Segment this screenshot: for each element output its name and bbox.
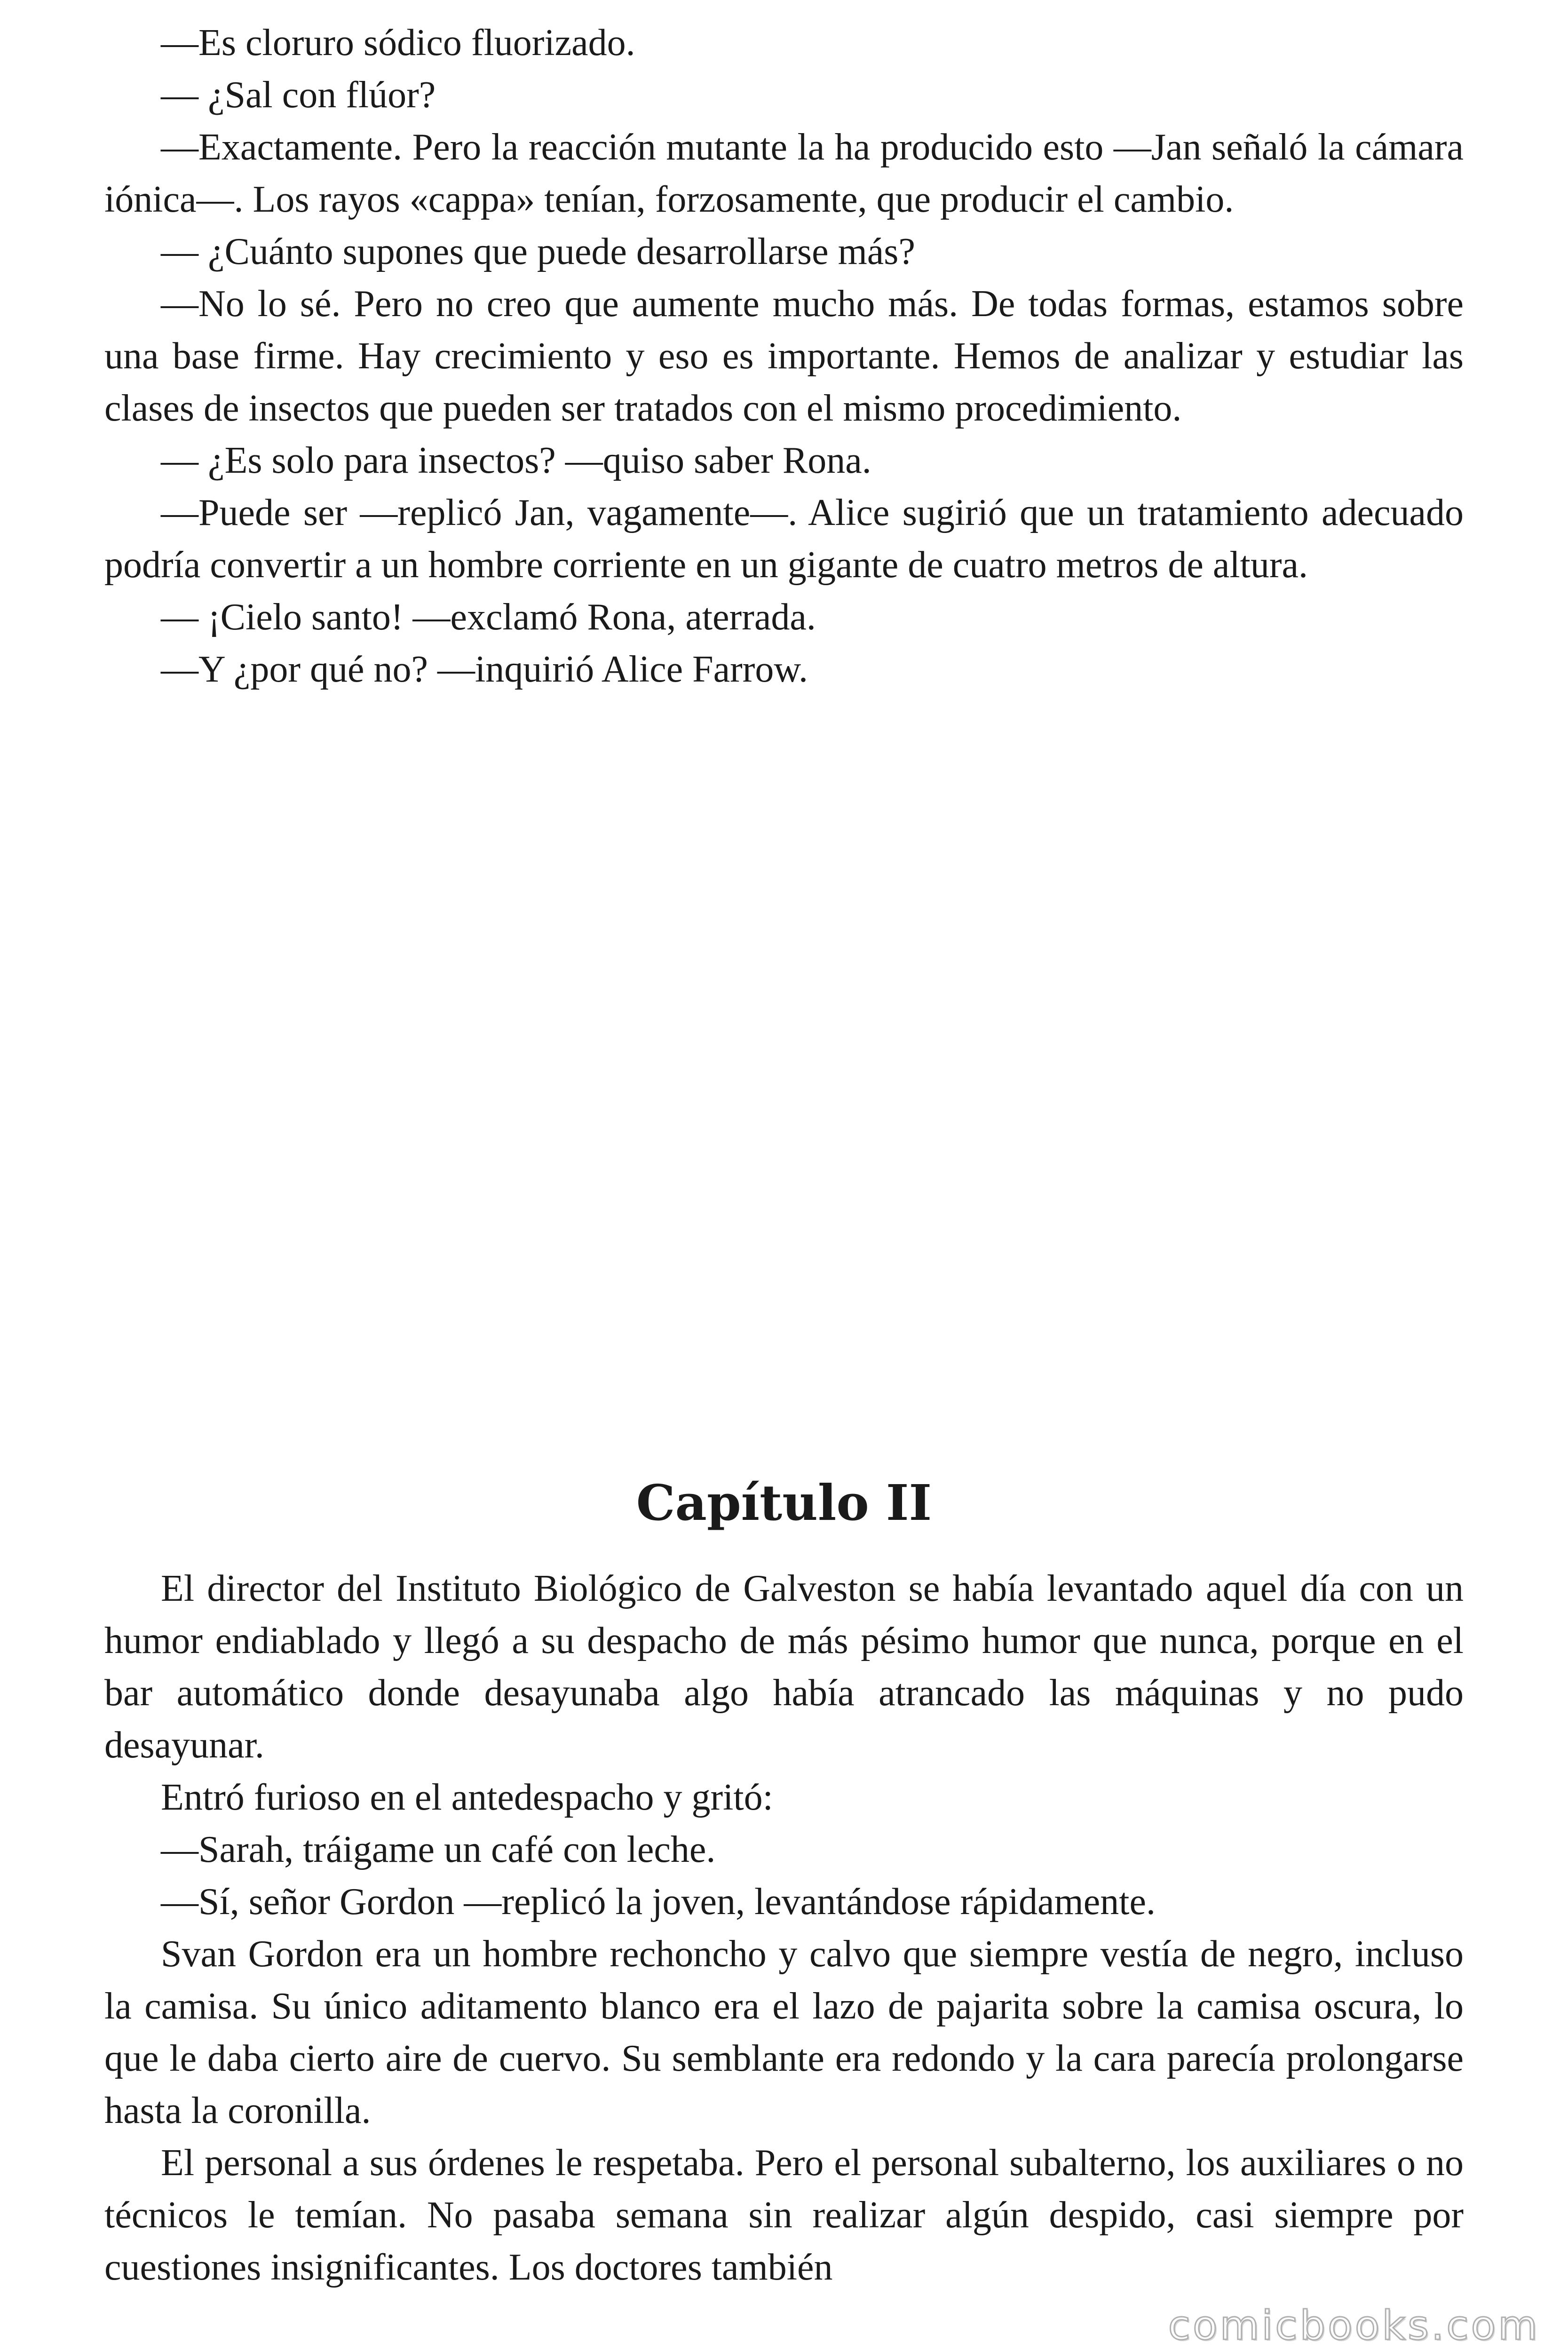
chapter-title: Capítulo II [636, 1474, 932, 1532]
watermark: comicbooks.com [1168, 2302, 1540, 2349]
paragraph: El director del Instituto Biológico de Galveston se había levantado aquel día con un humor endiablado y llegó a su despacho de más pésimo humor que nunca, porque en el bar automático donde desayunaba algo había atrancado las máquinas y no pudo desayunar. [104, 1568, 1464, 1766]
paragraph: Svan Gordon era un hombre rechoncho y calvo que siempre vestía de negro, incluso la camisa. Su único aditamento blanco era el lazo de pajarita sobre la camisa oscura, lo que le daba cierto aire de cuervo. Su semblante era redondo y la cara parecía prolongarse hasta la coronilla. [104, 1933, 1464, 2131]
chapter-body [104, 1563, 1464, 2294]
paragraph: —Y ¿por qué no? —inquirió Alice Farrow. [161, 649, 808, 690]
paragraph: —Puede ser —replicó Jan, vagamente—. Alice sugirió que un tratamiento adecuado podría convertir a un hombre corriente en un gigante de cuatro metros de altura. [104, 492, 1464, 586]
paragraph: — ¿Sal con flúor? [161, 74, 436, 116]
paragraph: Entró furioso en el antedespacho y gritó: [161, 1777, 773, 1818]
dialogue-section [104, 17, 1464, 696]
paragraph: El personal a sus órdenes le respetaba. Pero el personal subalterno, los auxiliares o no técnicos le temían. No pasaba semana sin realizar algún despido, casi siempre por cuestiones insignificantes. Los doctores también [104, 2142, 1464, 2288]
paragraph: —Es cloruro sódico fluorizado. [161, 22, 635, 64]
paragraph: — ¿Es solo para insectos? —quiso saber Rona. [161, 440, 871, 481]
paragraph: —Exactamente. Pero la reacción mutante la ha producido esto —Jan señaló la cámara iónica—. Los rayos «cappa» tenían, forzosamente, que producir el cambio. [104, 127, 1464, 220]
paragraph: — ¡Cielo santo! —exclamó Rona, aterrada. [161, 596, 816, 638]
paragraph: —No lo sé. Pero no creo que aumente mucho más. De todas formas, estamos sobre una base firme. Hay crecimiento y eso es importante. Hemos de analizar y estudiar las clases de insectos que pueden ser tratados con el mismo procedimiento. [104, 283, 1464, 429]
paragraph: —Sí, señor Gordon —replicó la joven, levantándose rápidamente. [161, 1881, 1156, 1923]
paragraph: — ¿Cuánto supones que puede desarrollarse más? [161, 231, 915, 272]
paragraph: —Sarah, tráigame un café con leche. [161, 1829, 716, 1870]
